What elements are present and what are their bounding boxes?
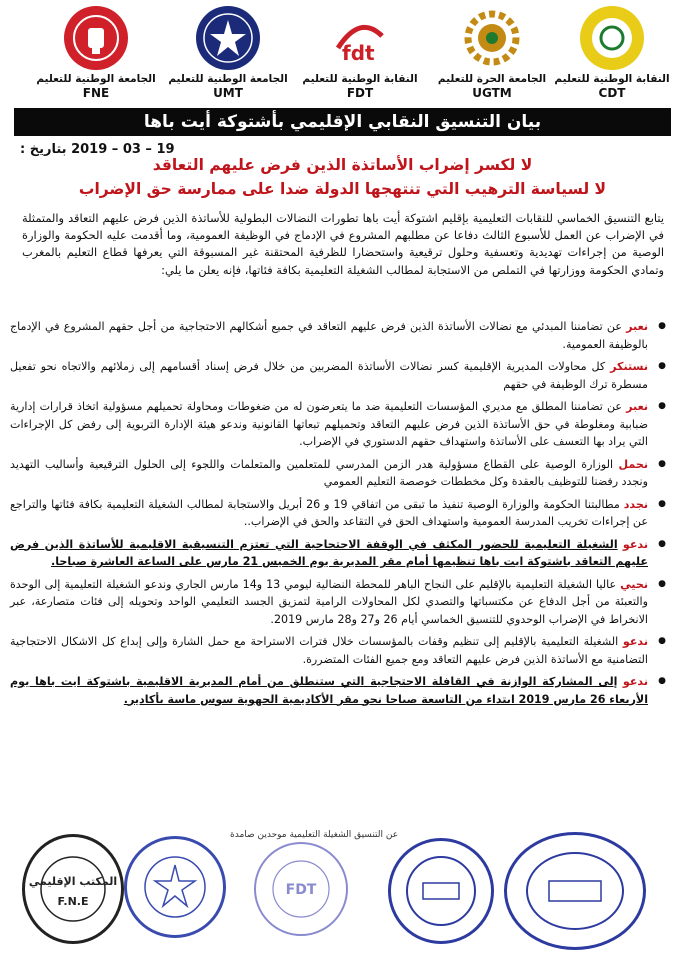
point-keyword: نستنكر: [610, 360, 648, 373]
list-item: [10, 633, 670, 668]
point-keyword: نحمل: [618, 457, 648, 471]
logo-fne: [36, 6, 156, 100]
point-text: عن تضامننا المطلق مع مديري المؤسسات التعليمية ضد ما يتعرضون له من ضغوطات ومحاولة تحميلهم مسؤولية اتخاذ قرارات إدارية ضبابية ومغلوطة في حق الأساتذة الذين فرض عليهم التعاقد وتحميلهم تبعاتها القانونية وندعو هيئة الإدارة التربوية إلى رفض كل الإجراءات التي يراد بها التعسف على الأساتذة واستهداف حقهم الدستوري في الإضراب.: [10, 400, 648, 448]
svg-text:F.N.E: F.N.E: [57, 895, 89, 908]
logo-fne-name: الجامعة الوطنية للتعليم: [36, 73, 156, 85]
point-text: الشغيلة التعليمية بالإقليم إلى تنظيم وقفات بالمؤسسات خلال فترات الاستراحة مع حمل الشارة وإلى إبداع كل الاشكال الاحتجاجية التضامنية مع الأساتذة الذين فرض عليهم التعاقد ومع جميع الفئات المتضررة.: [10, 635, 648, 666]
list-item: [10, 456, 670, 491]
logo-cdt-abbr: CDT: [598, 86, 626, 100]
cdt-stamp: [504, 832, 646, 950]
point-text: كل محاولات المديرية الإقليمية كسر نضالات الأساتذة المضربين من خلال فرض إسناد أقسامهم إلى زملائهم والاتجاه نحو تفعيل مسطرة ترك الوظيفة في حقهم: [10, 360, 648, 391]
union-logos: [0, 6, 685, 110]
point-text: الشغيلة التعليمية للحضور المكثف في الوقفة الاحتجاجية التي تعتزم التنسيقية الاقليمية للأساتذة الذين فرض عليهم التعاقد باشتوكة ايت باها تنظيمها أمام مقر المديرية يوم الخميس 21 مارس على الساعة العاشرة صباحا.: [10, 537, 648, 568]
logo-ugtm-abbr: UGTM: [472, 86, 512, 100]
svg-text:المكتب الإقليمي: المكتب الإقليمي: [28, 875, 118, 888]
point-text: عاليا الشغيلة التعليمية بالإقليم على النجاح الباهر للمحطة النضالية ليومي 13 و14 مارس الجاري وندعو الشغيلة التعليمية إلى الوحدة والتعبئة من أجل الدفاع عن مكتسباتها والتصدي لكل المحاولات الرامية لتمزيق الجسد التعليمي الواحد وتحويله إلى فئات متصارعة، عبر الانخراط في الإضراب الوحدوي للتنسيق الخماسي أيام 26 و27 و28 مارس 2019.: [10, 577, 648, 626]
point-keyword: ندعو: [622, 537, 648, 551]
point-keyword: ندعو: [622, 635, 648, 648]
headline-2: لا لسياسة الترهيب التي تنتهجها الدولة ضدا على ممارسة حق الإضراب: [78, 180, 607, 198]
logo-umt: [168, 6, 288, 100]
point-text: الوزارة الوصية على القطاع مسؤولية هدر الزمن المدرسي للمتعلمين والمتعلمات واللجوء إلى الحلول الترقيعية وأساليب التهديد ونجدد رفضنا للتوظيف بالعقدة وكل مخططات خوصصة التعليم العمومي: [10, 457, 648, 488]
demands-list: [10, 318, 670, 713]
logo-cdt-name: النقابة الوطنية للتعليم: [554, 73, 670, 85]
fne-stamp: [22, 834, 124, 944]
logo-fdt-name: النقابة الوطنية للتعليم: [302, 73, 418, 85]
point-keyword: نجدد: [623, 497, 648, 511]
ugtm-gear-icon: [460, 6, 524, 70]
date-value: 19 – 03 – 2019: [71, 142, 175, 157]
list-item: [10, 398, 670, 451]
date-label: بتاريخ :: [20, 142, 67, 157]
list-item: [10, 673, 670, 708]
ugtm-stamp: [388, 838, 494, 944]
list-item: [10, 358, 670, 393]
umt-stamp: [124, 836, 226, 938]
svg-text:fdt: fdt: [342, 41, 375, 65]
point-keyword: نحيي: [620, 577, 648, 591]
point-keyword: نعبر: [626, 400, 648, 413]
stamps-row: [0, 828, 685, 955]
point-text: عن تضامننا المبدئي مع نضالات الأساتذة الذين فرض عليهم التعاقد في جميع أشكالهم الاحتجاجية من أجل حقهم المشروع في الإدماج بالوظيفة العمومية.: [10, 320, 648, 351]
svg-text:FDT: FDT: [285, 882, 317, 898]
cdt-seal-icon: [580, 6, 644, 70]
point-keyword: ندعو: [622, 675, 648, 688]
statement-title: بيان التنسيق النقابي الإقليمي بأشتوكة أيت باها: [14, 108, 671, 136]
list-item: [10, 536, 670, 571]
fdt-stamp: [254, 842, 348, 936]
intro-paragraph: يتابع التنسيق الخماسي للنقابات التعليمية بإقليم اشتوكة أيت باها تطورات النضالات البطولية للأساتذة الذين فرض عليهم التعاقد والمتمثلة في الإضراب عن العمل للأسبوع الثالث دفاعا عن مطلبهم المشروع في الإدماج في الوظيفة العمومية، وما أقدمت عليه الحكومة والوزارة الوصية من إجراءات تهديدية وتعسفية وحلول ترقيعية واستحضارا للظرفية المحتقنة غير المسبوقة التي يعرفها قطاع التعليم بالمغرب وتمادي الحكومة ووزارتها في التملص من الاستجابة لمطالب الشغيلة التعليمية بكافة فئاتها، فإنه يعلن ما يلي:: [22, 211, 664, 277]
logo-fdt-abbr: FDT: [346, 86, 374, 100]
logo-fne-abbr: FNE: [82, 86, 110, 100]
date-line: [20, 142, 175, 157]
logo-cdt: [552, 6, 672, 100]
list-item: [10, 496, 670, 531]
logo-umt-name: الجامعة الوطنية للتعليم: [168, 73, 288, 85]
fdt-emblem-icon: [328, 6, 392, 70]
list-item: [10, 576, 670, 629]
point-text: إلى المشاركة الوازنة في القافلة الاحتجاجية التي ستنطلق من أمام المديرية الاقليمية باشتوكة ايت باها يوم الأربعاء 26 مارس 2019 ابتداء من التاسعة صباحا نحو مقر الأكاديمية الجهوية سوس ماسة بأكادير.: [10, 675, 648, 706]
signature-label: عن التنسيق الشغيلة التعليمية موحدين صامدة: [230, 830, 399, 840]
logo-ugtm: [432, 6, 552, 100]
logo-umt-abbr: UMT: [213, 86, 243, 100]
umt-star-icon: [196, 6, 260, 70]
logo-ugtm-name: الجامعة الحرة للتعليم: [437, 73, 547, 85]
headline-1: لا لكسر إضراب الأساتذة الذين فرض عليهم التعاقد: [152, 156, 533, 174]
logo-fdt: [300, 6, 420, 100]
point-text: مطالبتنا الحكومة والوزارة الوصية تنفيذ ما تبقى من اتفاقي 19 و 26 أبريل والاستجابة لمطالب الشغيلة التعليمية بكافة فئاتها والتراجع عن إجراءات تخريب المدرسة العمومية واستهداف الحق في التقاعد والحق في الإضراب..: [10, 497, 648, 528]
point-keyword: نعبر: [626, 320, 648, 333]
fne-fist-icon: [64, 6, 128, 70]
list-item: [10, 318, 670, 353]
